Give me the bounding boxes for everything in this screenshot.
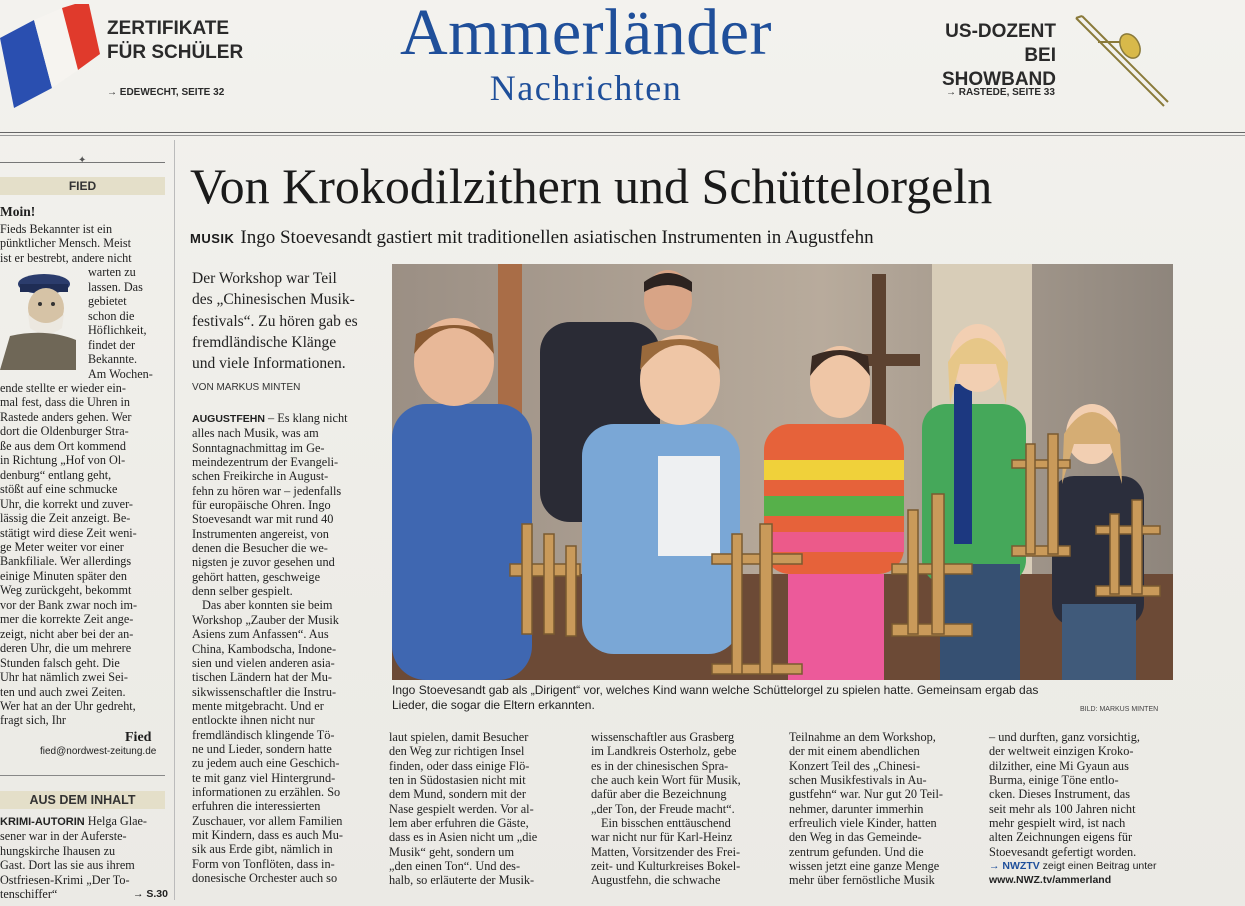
trombone-icon <box>1068 12 1174 120</box>
teaser-right-title[interactable]: US-DOZENT BEI SHOWBAND <box>942 21 1056 90</box>
inhalt-teaser[interactable]: KRIMI-AUTORIN Helga Glae- sener war in der Auferste- hungskirche Ihausen zu Gast. Dort las sie aus ihrem Ostfriesen-Krimi „Der To- tenschiffer“ → S.30 <box>0 814 168 902</box>
photo-credit: BILD: MARKUS MINTEN <box>1080 706 1159 713</box>
article-intro: Der Workshop war Teil des „Chinesischen Musik- festivals“. Zu hören gab es fremdländische Klänge und viele Informationen. <box>192 270 358 373</box>
nwztv-link[interactable]: www.NWZ.tv/ammerland <box>989 874 1112 887</box>
arrow-icon: → <box>946 87 959 98</box>
french-flag-icon <box>0 4 100 114</box>
sidebar-email[interactable]: fied@nordwest-zeitung.de <box>40 746 157 757</box>
masthead-title: Ammerländer <box>399 0 772 69</box>
article-photo <box>392 264 1173 680</box>
article-column-1: AUGUSTFEHN – Es klang nicht alles nach Musik, was am Sonntagnachmittag im Ge- meindezentrum der Evangeli- schen Freikirche in August- fehn zu hören war – jedenfalls für europäische Ohren. Ingo Stoevesandt war mit rund 40 Instrumenten angereist, von denen die Besucher die we- nigsten je zuvor gesehen und gehört hatten, geschweige denn selber gespielt. Das aber konnten sie beim Workshop „Zauber der Musik Asiens zum Anfassen“. Aus China, Kambodscha, Indone- sien und vielen anderen asia- tischen Ländern hat der Mu- sikwissenschaftler die Instru- mente mitgebracht. Und er entlockte ihnen nicht nur fremdländisch klingende Tö- ne und Lieder, sondern hatte zu jedem auch eine Geschich- te mit ganz viel Hintergrund- informationen zu erzählen. So erfuhren die interessierten Zuschauer, vor allem Familien mit Kindern, dass es auch Mu- sik aus Erde gibt, nämlich in Form von Tonflöten, dass in- donesische Orchester auch so <box>192 411 348 885</box>
masthead-subtitle: Nachrichten <box>489 68 683 108</box>
inhalt-kicker: KRIMI-AUTORIN <box>0 816 85 828</box>
column-divider <box>174 140 175 900</box>
inhalt-rule <box>0 775 165 776</box>
article-dateline: AUGUSTFEHN <box>192 413 265 425</box>
teaser-left-title[interactable]: ZERTIFIKATE FÜR SCHÜLER <box>107 18 244 63</box>
article-column-2: laut spielen, damit Besucher den Weg zur richtigen Insel finden, oder dass einige Flö- ten in Südostasien nicht mit dem Mund, sondern mit der Nase gespielt werden. Vor al- lem aber erfuhren die Gäste, dass es in Asien nicht um „die Musik“ geht, sondern um „den einen Ton“. Und des- halb, so erläuterte der Musik- <box>389 730 538 888</box>
teaser-left-ref[interactable]: → EDEWECHT, SEITE 32 <box>107 87 225 98</box>
photo-caption: Ingo Stoevesandt gab als „Dirigent“ vor, welches Kind wann welche Schüttelorgel zu spielen hatte. Gemeinsam ergab das Lieder, die sogar die Eltern erkannten. <box>392 683 1039 712</box>
nwztv-promo[interactable]: → NWZTV zeigt einen Beitrag unter <box>989 860 1157 873</box>
article-byline: VON MARKUS MINTEN <box>192 382 301 393</box>
nwztv-logo: → NWZTV <box>989 860 1040 873</box>
article-column-5: – und durften, ganz vorsichtig, der weltweit einzigen Kroko- dilzither, eine Mi Gyaun aus Burma, einige Töne entlo- cken. Dieses Instrument, das seit mehr als 100 Jahren nicht mehr gespielt wird, ist nach alten Zeichnungen eigens für Stoevesandt gefertigt worden. → NWZTV zeigt einen Beitrag unter www.NWZ.tv/ammerland <box>989 730 1173 888</box>
article-subheadline: MUSIK Ingo Stoevesandt gastiert mit traditionellen asiatischen Instrumenten in Augustfehn <box>190 227 874 248</box>
sidebar-section-label: FIED <box>0 177 165 195</box>
ornament-icon: ✦ <box>78 155 87 166</box>
sidebar-signature: Fied <box>125 730 152 745</box>
masthead-rule-2 <box>0 135 1245 136</box>
sidebar-column-text: Fieds Bekannter ist ein pünktlicher Mensch. Meist ist er bestrebt, andere nicht warten zu lassen. Das gebietet schon die Höflichkeit, findet der Bekannte. Am Wochen- ende stellte er wieder ein- mal fest, dass die Uhren in Rastede anders gehen. Wer dort die Oldenburger Stra- ße aus dem Ort kommend in Richtung „Hof von Ol- denburg“ entlang geht, stößt auf eine schmucke Uhr, die korrekt und zuver- lässig die Zeit anzeigt. Be- stätigt wird diese Zeit weni- ge Meter weiter vor einer Bankfiliale. Wer allerdings einige Minuten später den Weg zurückgeht, bekommt vor der Bank zwar noch im- mer die korrekte Zeit ange- zeigt, nicht aber bei der an- deren Uhr, die um mehrere Stunden falsch geht. Die Uhr hat nämlich zwei Sei- ten und auch zwei Zeiten. Wer hat an der Uhr gedreht, fragt sich, Ihr <box>0 222 153 728</box>
article-kicker: MUSIK <box>190 231 235 246</box>
masthead-rule <box>0 132 1245 133</box>
inhalt-page-ref: → S.30 <box>132 888 168 901</box>
photo-scene <box>392 264 1173 680</box>
inhalt-label: AUS DEM INHALT <box>0 791 165 809</box>
arrow-icon: → <box>107 87 120 98</box>
article-column-4: Teilnahme an dem Workshop, der mit einem abendlichen Konzert Teil des „Chinesi- schen Musikfestivals in Au- gustfehn“ war. Nur gut 20 Teil- nehmer, darunter immerhin erfreulich viele Kinder, hatten den Weg in das Gemeinde- zentrum gefunden. Und die wissen jetzt eine ganze Menge mehr über fernöstliche Musik <box>789 730 943 888</box>
article-column-3: wissenschaftler aus Grasberg im Landkreis Osterholz, gebe es in der chinesischen Spra- che auch kein Wort für Musik, dafür aber die Bezeichnung „der Ton, der Freude macht“. Ein bisschen enttäuschend war nicht nur für Karl-Heinz Matten, Vorsitzender des Frei- zeit- und Kulturkreises Bokel- Augustfehn, die schwache <box>591 730 741 888</box>
teaser-right-ref[interactable]: → RASTEDE, SEITE 33 <box>946 87 1055 98</box>
sidebar-greeting: Moin! <box>0 204 36 219</box>
article-headline: Von Krokodilzithern und Schüttelorgeln <box>190 158 993 214</box>
